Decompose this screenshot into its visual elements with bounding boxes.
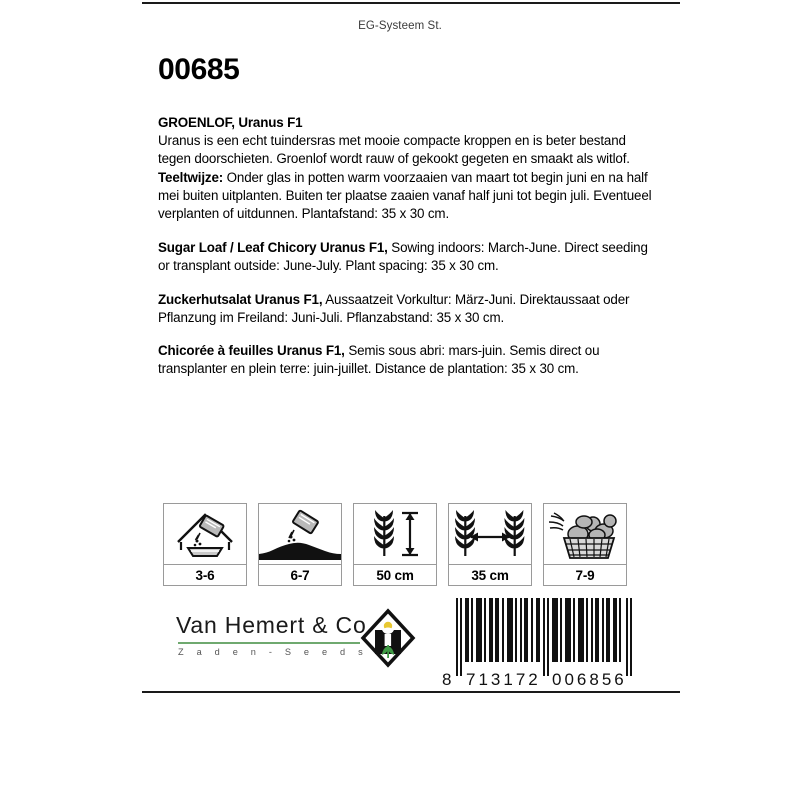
brand-block xyxy=(176,612,368,657)
description-body-nl: Uranus is een echt tuindersras met mooie compacte kroppen en is beter bestand tegen doorschieten. Groenlof wordt rauw of gekookt gegeten en smaakt als witlof. xyxy=(158,133,630,167)
description-body-de: Aussaatzeit Vorkultur: März-Juni. Direktaussaat oder Pflanzung im Freiland: Juni-Juli. Pflanzabstand: 35 x 30 cm. xyxy=(158,291,630,325)
description-block-de xyxy=(158,291,658,327)
product-title-en: Sugar Loaf / Leaf Chicory Uranus F1, xyxy=(158,240,388,256)
pictogram-label: 3-6 xyxy=(163,565,247,586)
bottom-divider-rule xyxy=(142,691,680,693)
pictogram-label: 6-7 xyxy=(258,565,342,586)
description-block-nl xyxy=(158,114,658,223)
pictogram-plant-spacing xyxy=(448,503,532,586)
pictogram-direct-sowing xyxy=(258,503,342,586)
product-title-fr: Chicorée à feuilles Uranus F1, xyxy=(158,343,345,359)
direct-sowing-soil-icon xyxy=(258,503,342,565)
product-title-nl: GROENLOF, Uranus F1 xyxy=(158,115,303,130)
van-hemert-diamond-logo xyxy=(360,608,416,673)
top-divider-rule xyxy=(142,2,680,4)
barcode-right-group: 006856 xyxy=(552,670,627,688)
brand-subtitle: Z a d e n - S e e d s xyxy=(178,646,368,657)
description-block-en xyxy=(158,239,658,275)
barcode xyxy=(440,596,644,688)
pictogram-label: 35 cm xyxy=(448,565,532,586)
brand-name: Van Hemert & Co xyxy=(176,612,367,638)
greenhouse-sowing-icon xyxy=(163,503,247,565)
description-body-en: Sowing indoors: March-June. Direct seeding or transplant outside: June-July. Plant spacing: 35 x 30 cm. xyxy=(158,240,648,274)
plant-height-icon xyxy=(353,503,437,565)
description-column xyxy=(158,114,658,393)
eg-systeem-label: EG-Systeem St. xyxy=(358,20,442,32)
harvest-basket-icon xyxy=(543,503,627,565)
barcode-lead-digit: 8 xyxy=(442,670,452,688)
description-block-fr xyxy=(158,342,658,378)
culture-label-nl: Teeltwijze: xyxy=(158,169,224,185)
barcode-left-group: 713172 xyxy=(466,670,541,688)
pictogram-label: 7-9 xyxy=(543,565,627,586)
brand-divider xyxy=(178,642,360,644)
pictogram-plant-height xyxy=(353,503,437,586)
description-body-fr: Semis sous abri: mars-juin. Semis direct ou transplanter en plein terre: juin-juillet. Distance de plantation: 35 x 30 cm. xyxy=(158,343,600,377)
pictogram-harvest xyxy=(543,503,627,586)
pictogram-sowing-indoors xyxy=(163,503,247,586)
product-title-de: Zuckerhutsalat Uranus F1, xyxy=(158,291,323,307)
pictogram-row xyxy=(163,503,627,586)
article-number: 00685 xyxy=(158,53,240,86)
plant-spacing-icon xyxy=(448,503,532,565)
culture-body-nl: Onder glas in potten warm voorzaaien van maart tot begin juni en na half mei buiten uitplanten. Buiten ter plaatse zaaien vanaf half juni tot begin juli. Eventueel verplanten of uitdunnen. Plantafstand: 35 x 30 cm. xyxy=(158,169,652,222)
pictogram-label: 50 cm xyxy=(353,565,437,586)
